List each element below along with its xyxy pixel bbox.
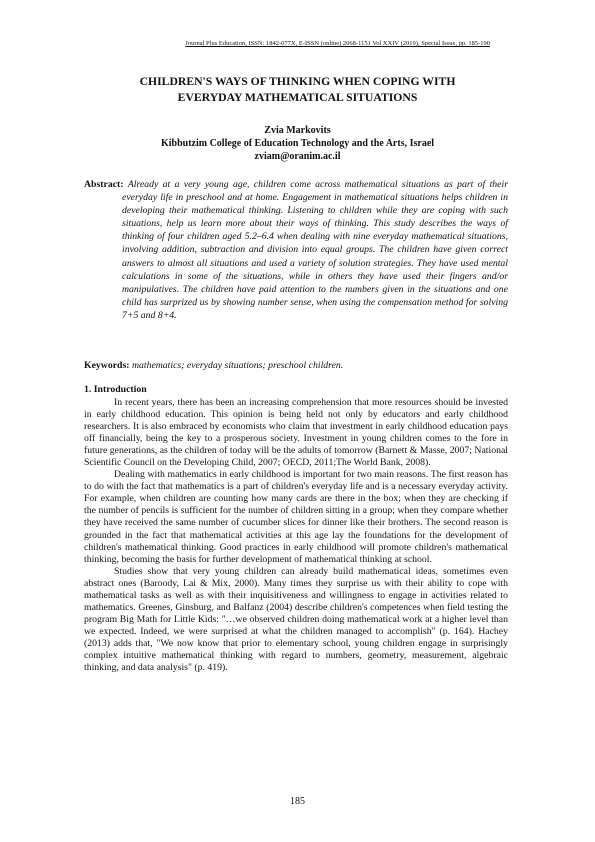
running-header: Journal Plus Education, ISSN: 1842-077X, E-ISSN (online) 2068-1151 Vol XXIV (2019), Special Issue, pp. 185-190 — [185, 40, 490, 47]
keywords-text: mathematics; everyday situations; preschool children. — [131, 360, 344, 371]
page-number: 185 — [290, 796, 305, 807]
section-heading: 1. Introduction — [84, 384, 147, 395]
body-paragraph: Studies show that very young children can already build mathematical ideas, sometimes even abstract ones (Baroody, Lai & Mix, 2000). Many times they surprise us with their ability to cope with mathematical tasks as well as with their inquisitiveness and willingness to engage in activities related to mathematics. Greenes, Ginsburg, and Balfanz (2004) describe children's competences when field testing the program Big Math for Little Kids: "…we observed children doing mathematical work at a higher level than we expected. Indeed, we were surprised at what the children managed to accomplish" (p. 164). Hachey (2013) adds that, "We now know that prior to elementary school, young children engage in surprisingly complex intuitive mathematical thinking with regard to numbers, geometry, measurement, algebraic thinking, and data analysis" (p. 419). — [84, 565, 508, 674]
title-line-1: CHILDREN'S WAYS OF THINKING WHEN COPING WITH — [139, 75, 456, 88]
author-email: zviam@oranim.ac.il — [254, 151, 341, 162]
abstract-text: Already at a very young age, children come across mathematical situations as part of their everyday life in preschool and at home. Engagement in mathematical situations helps children in developing their mathematical thinking. Listening to children while they are coping with such situations, help us learn more about their ways of thinking. This study describes the ways of thinking of four children aged 5.2–6.4 when dealing with nine everyday mathematical situations, involving addition, subtraction and division into equal groups. The children have given correct answers to almost all situations and used a variety of solution strategies. They have used mental calculations in some of the situations, while in others they have used their fingers and/or manipulatives. The children have paid attention to the numbers given in the situations and one child has surprized us by showing number sense, when using the compensation method for solving 7+5 and 8+4. — [122, 179, 508, 321]
abstract — [84, 178, 508, 322]
keywords-label: Keywords: — [84, 360, 130, 371]
author-block — [60, 124, 535, 163]
title-line-2: EVERYDAY MATHEMATICAL SITUATIONS — [177, 91, 418, 104]
author-affiliation: Kibbutzim College of Education Technology and the Arts, Israel — [160, 138, 435, 149]
body-paragraph: Dealing with mathematics in early childhood is important for two main reasons. The first reason has to do with the fact that mathematics is a part of children's everyday life and is a necessary everyday activity. For example, when children are counting how many cards are there in the box; when they are checking if the number of pencils is sufficient for the number of children sitting in a group; when they compare whether they have received the same number of cucumber slices for dinner like their brothers. The second reason is grounded in the fact that mathematical activities at this age lay the foundations for the development of children's mathematical thinking. Good practices in early childhood will promote children's mathematical thinking, becoming the basis for further development of mathematical thinking at school. — [84, 469, 508, 565]
body-paragraph: In recent years, there has been an increasing comprehension that more resources should be invested in early childhood education. This opinion is being held not only by educators and early childhood researchers. It is also embraced by economists who claim that investment in early childhood education pays off financially, being the key to a prosperous society. Investment in young children comes to the fore in future generations, as the children of today will be the adults of tomorrow (Barnett & Masse, 2007; National Scientific Council on the Developing Child, 2007; OECD, 2011;The World Bank, 2008). — [84, 397, 508, 469]
paper-title — [60, 74, 535, 106]
author-name: Zvia Markovits — [264, 125, 331, 136]
abstract-label: Abstract: — [84, 179, 124, 190]
keywords — [84, 359, 508, 372]
section-body — [84, 397, 508, 674]
